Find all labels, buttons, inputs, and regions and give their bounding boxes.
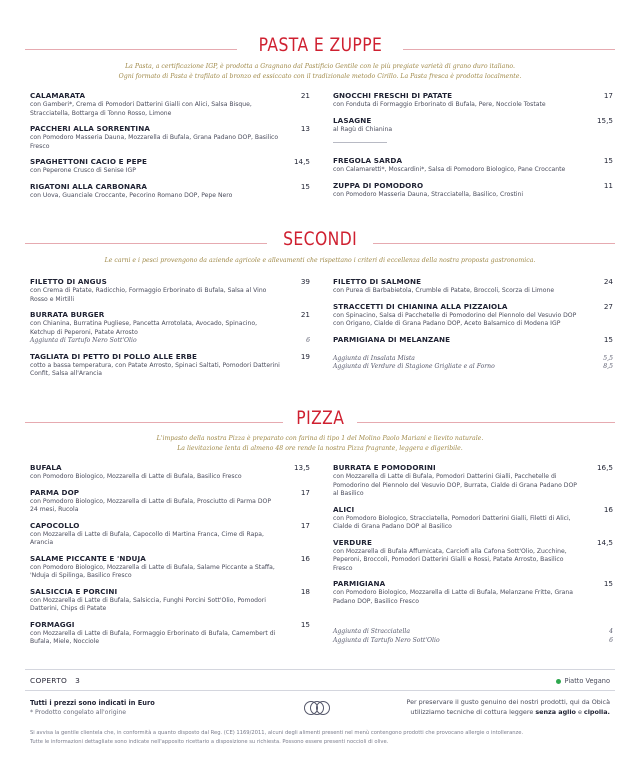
allergen-disclaimer: [30, 729, 610, 746]
section-header-pasta: [25, 30, 615, 60]
item-name: BURRATA BURGER: [30, 310, 105, 319]
pasta-right-column: [333, 91, 613, 205]
menu-item: [30, 277, 310, 304]
item-price: 14,5: [596, 537, 613, 547]
menu-item: [30, 587, 310, 614]
menu-item: [30, 91, 310, 118]
menu-item: [333, 116, 613, 135]
menu-item: [333, 302, 613, 329]
item-name: STRACCETTI DI CHIANINA ALLA PIZZAIOLA: [333, 301, 508, 311]
item-desc: cotto a bassa temperatura, con Patate Arrosto, Spinaci Saltati, Pomodori Datterini Confit, Salsa all'Arancia: [30, 361, 280, 377]
item-desc: con Purea di Barbabietola, Crumble di Patate, Broccoli, Scorza di Limone: [333, 287, 555, 294]
addon-row: [333, 363, 613, 372]
item-price: 16: [603, 504, 613, 514]
section-title: PIZZA: [295, 407, 345, 429]
menu-item: [333, 156, 613, 175]
intro-line: Ogni formato di Pasta è trafilato al bronzo ed essiccato con il tradizionale metodo Cirillo. La Pasta fresca è prodotta localmente.: [118, 73, 522, 80]
menu-item: [333, 538, 613, 574]
divider: [25, 669, 615, 670]
menu-item: [30, 124, 310, 151]
item-name: BUFALA: [30, 463, 62, 472]
menu-item: [30, 620, 310, 647]
menu-item: [30, 182, 310, 201]
menu-item: [30, 463, 310, 482]
menu-item: [333, 463, 613, 499]
intro-line: La Pasta, a certificazione IGP, è prodotta a Gragnano dal Pastificio Gentile con le più pregiate varietà di grano duro italiano.: [125, 63, 515, 70]
section-intro-pizza: [0, 434, 640, 454]
euro-note: Tutti i prezzi sono indicati in Euro: [30, 699, 155, 707]
item-name: FILETTO DI SALMONE: [333, 277, 422, 286]
frozen-note: * Prodotto congelato all'origine: [30, 709, 127, 716]
item-name: CALAMARATA: [30, 91, 86, 100]
vegan-label: Piatto Vegano: [564, 677, 610, 685]
item-name: ZUPPA DI POMODORO: [333, 180, 424, 190]
addon-price: 6: [609, 636, 613, 644]
secondi-left-column: [30, 277, 310, 385]
item-name: GNOCCHI FRESCHI DI PATATE: [333, 91, 453, 100]
legal-line: Si avvisa la gentile clientela che, in conformità a quanto disposto dal Reg. (CE) 1169/2011, alcuni degli alimenti presenti nel menù contengono prodotti che provocano allergie o intolleranze.: [30, 730, 524, 736]
legal-line: Tutte le informazioni dettagliate sono indicate nell'apposito ricettario a disposizione su richiesta. Possono essere presenti noccioli di olive.: [30, 738, 389, 745]
item-desc: con Pomodoro Masseria Dauna, Mozzarella di Bufala, Grana Padano DOP, Basilico Fresco: [30, 134, 279, 150]
item-price: 17: [300, 520, 310, 530]
item-name: SALSICCIA E PORCINI: [30, 586, 118, 596]
item-desc: con Mozzarella di Latte di Bufala, Pomodori Datterini Gialli, Pacchetelle di Pomodorino del Piennolo del Vesuvio DOP, Burrata, Cialde di Grana Padano DOP al Basilico: [333, 473, 577, 497]
addon-price: 6: [306, 337, 310, 344]
vegan-legend: [556, 677, 611, 685]
coperto: [30, 676, 80, 685]
item-desc: con Mozzarella di Latte di Bufala, Capocollo di Martina Franca, Cime di Rapa, Arancia: [30, 530, 264, 546]
item-name: SALAME PICCANTE E 'NDUJA: [30, 553, 146, 563]
addon-price: 8,5: [603, 363, 613, 370]
divider: [357, 422, 615, 423]
item-name: ALICI: [333, 504, 355, 514]
item-price: 24: [603, 277, 613, 286]
item-desc: con Fonduta di Formaggio Erborinato di Bufala, Pere, Nocciole Tostate: [333, 101, 546, 108]
secondi-right-column: [333, 277, 613, 372]
item-price: 27: [603, 301, 613, 311]
preserve-note: [350, 698, 610, 717]
item-desc: con Chianina, Burratina Pugliese, Pancetta Arrotolata, Avocado, Spinacino, Ketchup di Peperoni, Patate Arrosto: [30, 320, 258, 336]
item-price: 14,5: [293, 157, 310, 166]
intro-line: L'impasto della nostra Pizza è preparato con farina di tipo 1 del Molino Paolo Mariani e lievito naturale.: [156, 435, 484, 442]
addon-price: 5,5: [603, 354, 613, 362]
pasta-left-column: [30, 91, 310, 206]
addon-label: Aggiunta di Insalata Mista: [333, 354, 415, 362]
item-name: RIGATONI ALLA CARBONARA: [30, 181, 148, 191]
menu-item: [30, 521, 310, 548]
menu-item: [30, 157, 310, 176]
item-desc: con Crema di Patate, Radicchio, Formaggio Erborinato di Bufala, Salsa al Vino Rosso e Mirtilli: [30, 287, 267, 303]
addon-price: 4: [609, 628, 613, 635]
addon-row: [333, 355, 613, 364]
section-title: SECONDI: [283, 228, 358, 250]
item-desc: al Ragù di Chianina: [333, 125, 393, 133]
vegan-dot-icon: [556, 679, 561, 684]
item-price: 17: [300, 487, 310, 497]
item-desc: con Calamaretti*, Moscardini*, Salsa di Pomodoro Biologico, Pane Croccante: [333, 166, 566, 173]
item-desc: con Pomodoro Biologico, Mozzarella di Latte di Bufala, Prosciutto di Parma DOP 24 mesi, Rucola: [30, 497, 271, 513]
item-price: 21: [300, 310, 310, 319]
item-desc: con Uova, Guanciale Croccante, Pecorino Romano DOP, Pepe Nero: [30, 191, 233, 199]
item-name: SPAGHETTONI CACIO E PEPE: [30, 157, 148, 166]
obica-rings-logo-icon: [302, 700, 332, 716]
divider: [333, 142, 387, 143]
item-price: 15: [603, 579, 613, 588]
preserve-bold: cipolla.: [583, 707, 610, 716]
item-price: 13: [300, 124, 310, 133]
addon-row: [333, 628, 613, 637]
item-price: 39: [300, 277, 310, 286]
item-name: FORMAGGI: [30, 619, 75, 629]
item-desc: con Peperone Crusco di Senise IGP: [30, 167, 136, 174]
item-price: 16,5: [596, 463, 613, 472]
pizza-right-column: [333, 463, 613, 645]
preserve-text: e: [575, 707, 584, 716]
item-desc: con Pomodoro Biologico, Mozzarella di Latte di Bufala, Melanzane Fritte, Grana Padano DOP, Basilico Fresco: [333, 589, 574, 605]
preserve-line: [350, 708, 610, 718]
section-header-secondi: [25, 224, 615, 254]
divider: [25, 422, 283, 423]
divider: [25, 49, 237, 50]
item-name: FILETTO DI ANGUS: [30, 277, 107, 286]
divider: [403, 49, 615, 50]
item-desc: con Pomodoro Biologico, Stracciatella, Pomodori Datterini Gialli, Filetti di Alici, Cialde di Grana Padano DOP al Basilico: [333, 514, 571, 530]
item-name: LASAGNE: [333, 115, 372, 125]
item-price: 16: [300, 553, 310, 563]
preserve-text: utilizziamo tecniche di cottura leggere: [410, 707, 536, 716]
pizza-left-column: [30, 463, 310, 653]
section-title: PASTA E ZUPPE: [258, 34, 382, 56]
coperto-price: 3: [75, 676, 81, 685]
intro-line: La lievitazione lenta di almeno 48 ore rende la nostra Pizza fragrante, leggera e digeribile.: [177, 445, 463, 452]
item-price: 13,5: [293, 463, 310, 472]
addon-label: Aggiunta di Stracciatella: [333, 628, 410, 635]
item-price: 15,5: [596, 115, 613, 125]
preserve-bold: senza aglio: [535, 707, 576, 716]
item-name: TAGLIATA DI PETTO DI POLLO ALLE ERBE: [30, 351, 197, 361]
item-desc: con Pomodoro Biologico, Mozzarella di Latte di Bufala, Basilico Fresco: [30, 473, 242, 480]
menu-item: [333, 181, 613, 200]
section-header-pizza: [25, 403, 615, 433]
menu-item: [30, 488, 310, 515]
item-desc: con Spinacino, Salsa di Pacchetelle di Pomodorino del Piennolo del Vesuvio DOP con Origano, Cialde di Grana Padano DOP, Aceto Balsamico di Modena IGP: [333, 311, 577, 327]
menu-item: [333, 579, 613, 606]
item-desc: con Pomodoro Biologico, Mozzarella di Latte di Bufala, Salame Piccante a Staffa, 'Nduja di Spilinga, Basilico Fresco: [30, 563, 275, 579]
menu-item: [30, 352, 310, 379]
item-name: PARMA DOP: [30, 487, 80, 497]
menu-item: [333, 91, 613, 110]
coperto-label: COPERTO: [30, 676, 68, 685]
intro-line: Le carni e i pesci provengono da aziende agricole e allevamenti che rispettano i criteri di eccellenza della nostra proposta gastronomica.: [104, 257, 536, 264]
divider: [25, 690, 615, 691]
item-desc: con Pomodoro Masseria Dauna, Stracciatella, Basilico, Crostini: [333, 190, 524, 198]
item-price: 17: [603, 91, 613, 100]
menu-item: [333, 335, 613, 345]
menu-item: [333, 505, 613, 532]
addon-label: Aggiunta di Tartufo Nero Sott'Olio: [333, 636, 440, 644]
preserve-line: Per preservare il gusto genuino dei nostri prodotti, qui da Obicà: [406, 698, 610, 706]
menu-item: [30, 554, 310, 581]
item-desc: con Mozzarella di Bufala Affumicata, Carciofi alla Cafona Sott'Olio, Zucchine, Peperoni, Broccoli, Pomodori Datterini Gialli e Rossi, Patate Arrosto, Basilico Fresco: [333, 547, 567, 572]
item-name: FREGOLA SARDA: [333, 156, 403, 165]
divider: [25, 243, 267, 244]
item-name: PARMIGIANA: [333, 579, 386, 588]
item-desc: con Gamberi*, Crema di Pomodori Datterini Gialli con Alici, Salsa Bisque, Stracciatella, Bottarga di Tonno Rosso, Limone: [30, 101, 252, 117]
item-name: BURRATA E POMODORINI: [333, 463, 436, 472]
item-price: 21: [300, 91, 310, 100]
addon-row: [333, 637, 613, 646]
item-price: 19: [300, 351, 310, 361]
addon-row: [30, 337, 310, 346]
menu-item: [333, 277, 613, 296]
item-price: 15: [603, 156, 613, 165]
item-price: 15: [300, 619, 310, 629]
item-name: CAPOCOLLO: [30, 520, 80, 530]
item-name: PARMIGIANA DI MELANZANE: [333, 334, 451, 344]
addon-label: Aggiunta di Tartufo Nero Sott'Olio: [30, 337, 137, 344]
menu-item: [30, 310, 310, 346]
item-price: 11: [603, 180, 613, 190]
item-price: 15: [300, 181, 310, 191]
item-price: 15: [603, 334, 613, 344]
item-name: PACCHERI ALLA SORRENTINA: [30, 124, 150, 133]
item-name: VERDURE: [333, 537, 372, 547]
divider: [373, 243, 615, 244]
addon-label: Aggiunta di Verdure di Stagione Grigliate e al Forno: [333, 363, 495, 370]
section-intro-pasta: [0, 62, 640, 82]
item-desc: con Mozzarella di Latte di Bufala, Formaggio Erborinato di Bufala, Camembert di Bufala, Miele, Nocciole: [30, 629, 276, 645]
item-price: 18: [300, 586, 310, 596]
section-intro-secondi: [0, 256, 640, 266]
item-desc: con Mozzarella di Latte di Bufala, Salsiccia, Funghi Porcini Sott'Olio, Pomodori Datterini, Chips di Patate: [30, 596, 266, 612]
